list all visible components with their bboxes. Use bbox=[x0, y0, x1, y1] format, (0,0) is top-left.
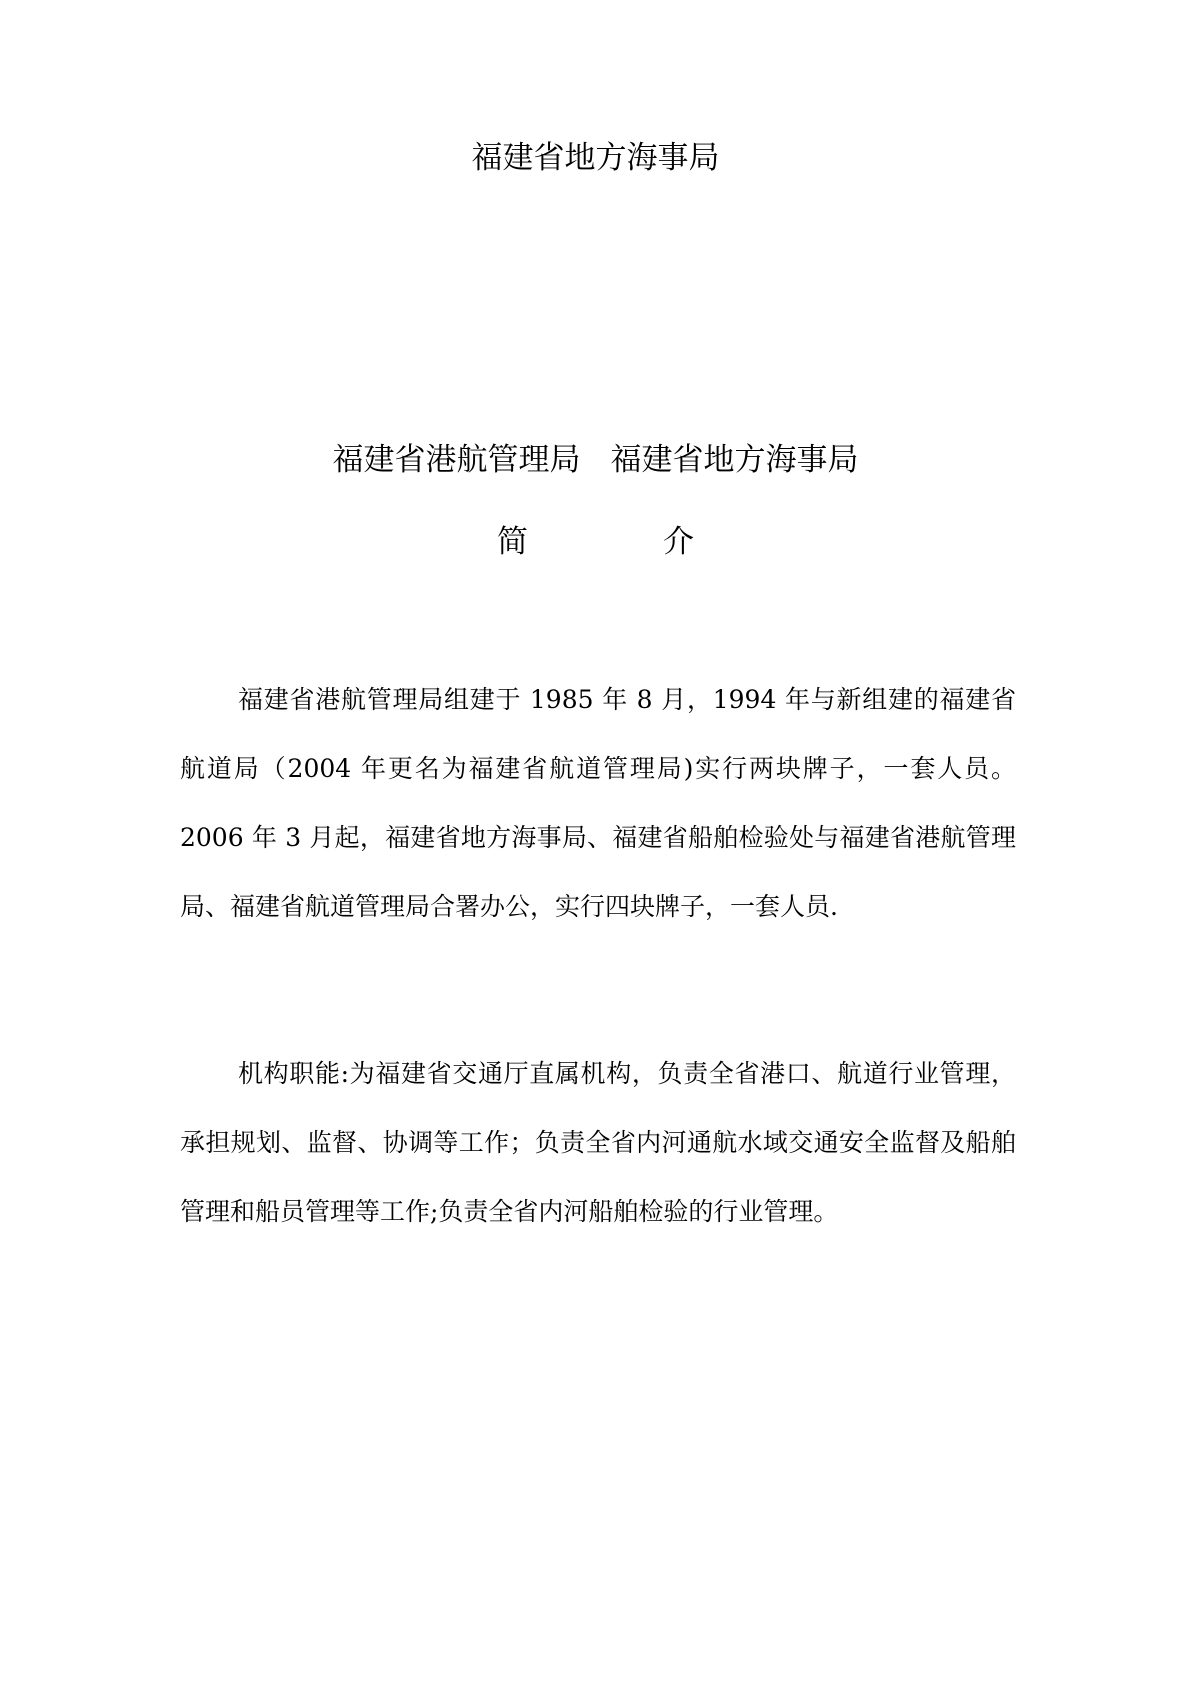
body-paragraph-functions: 机构职能:为福建省交通厅直属机构，负责全省港口、航道行业管理，承担规划、监督、协调等工作；负责全省内河通航水域交通安全监督及船舶管理和船员管理等工作;负责全省内河船舶检验的行业管理。 bbox=[180, 1059, 1016, 1226]
document-subtitle bbox=[0, 522, 1191, 562]
document-subtitle-left: 简 bbox=[497, 524, 528, 560]
document-subtitle-right: 介 bbox=[663, 524, 694, 560]
body-paragraph-history: 福建省港航管理局组建于 1985 年 8 月，1994 年与新组建的福建省航道局（2004 年更名为福建省航道管理局)实行两块牌子，一套人员。2006 年 3 月起，福建省地方海事局、福建省船舶检验处与福建省港航管理局、福建省航道管理局合署办公，实行四块牌子，一套人员. bbox=[180, 685, 1016, 921]
document-title-left: 福建省港航管理局 bbox=[332, 442, 581, 478]
document-title bbox=[0, 440, 1191, 480]
header-title: 福建省地方海事局 bbox=[471, 140, 720, 176]
document-title-right: 福建省地方海事局 bbox=[610, 442, 859, 478]
